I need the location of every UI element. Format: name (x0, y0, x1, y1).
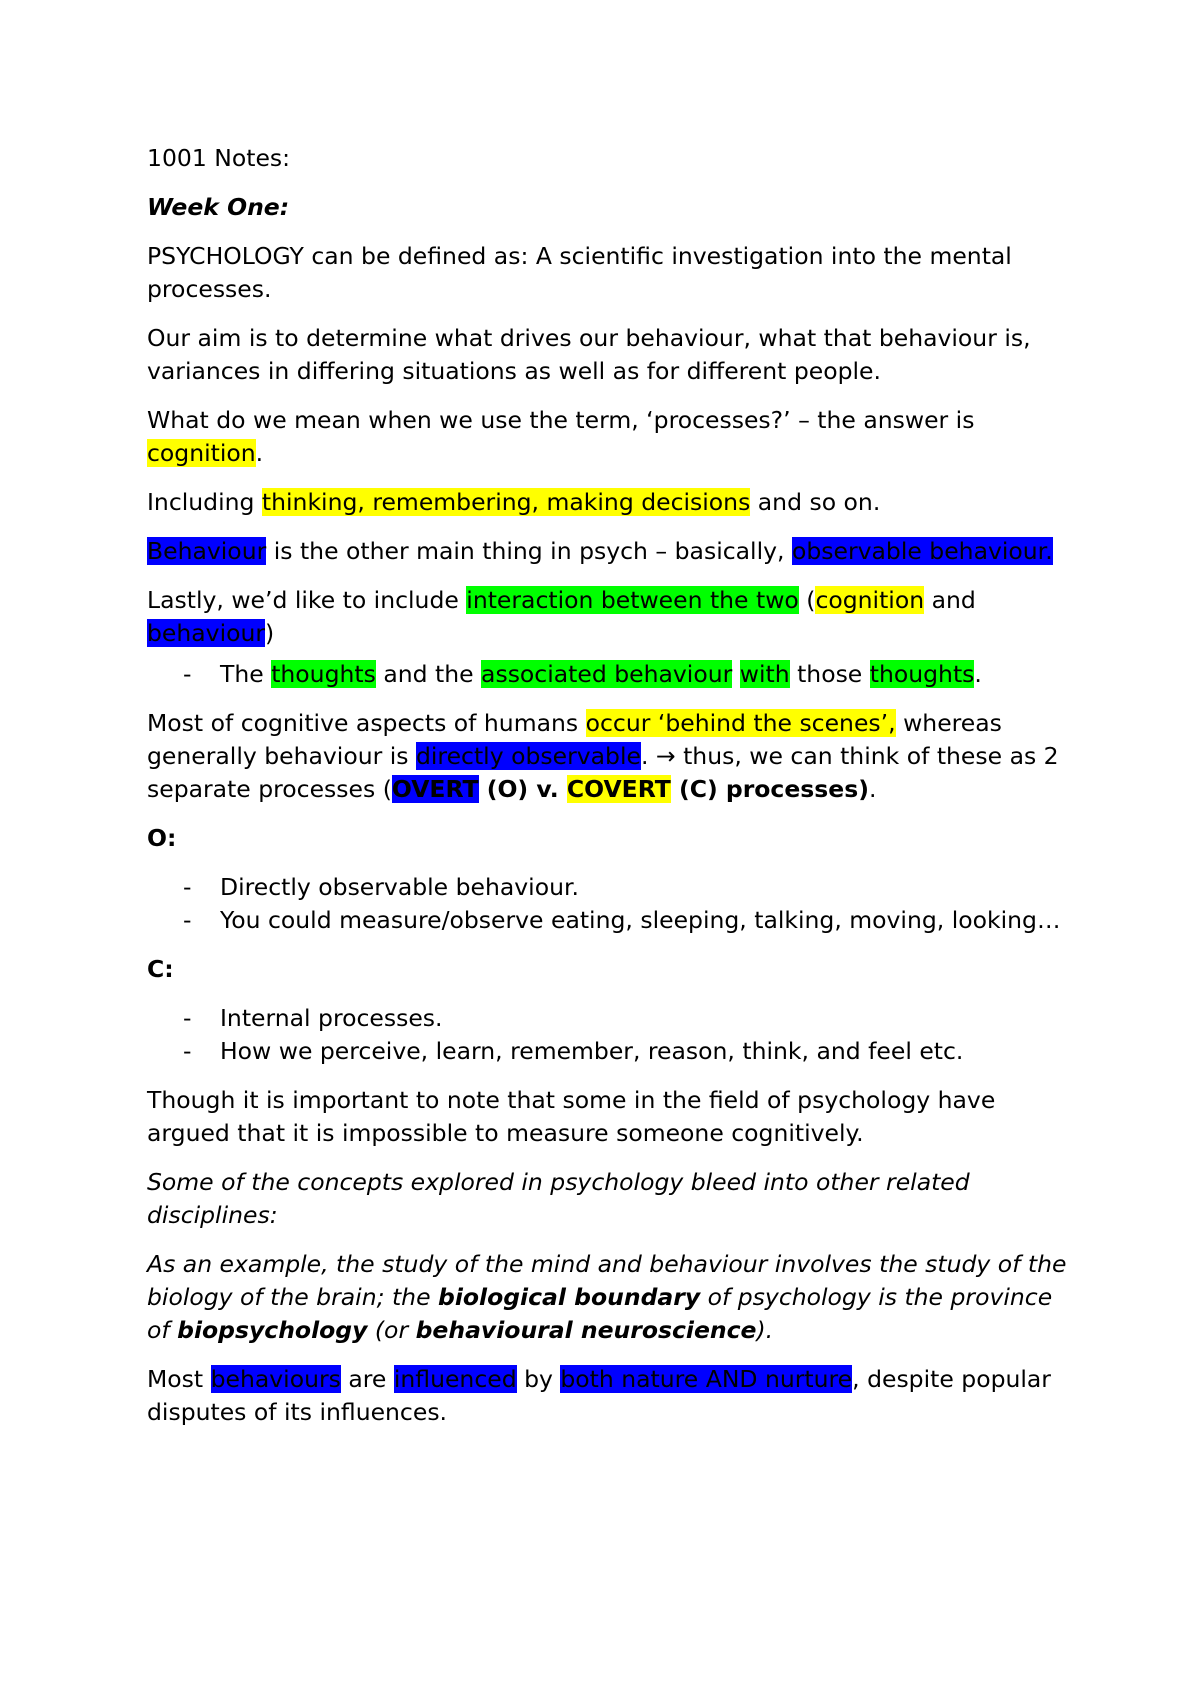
thoughts-the: The (220, 660, 272, 688)
bold-biopsychology: biopsychology (177, 1316, 368, 1344)
bold-behavioural-neuroscience: behavioural neuroscience (415, 1316, 757, 1344)
example-end: ). (756, 1316, 774, 1344)
right-arrow-icon: → (655, 742, 676, 770)
highlight-nature-nurture: both nature AND nurture (560, 1365, 853, 1393)
lastly-paragraph (147, 584, 1077, 650)
overt-label (147, 822, 1077, 855)
overt-list (147, 871, 1077, 937)
highlight-behaviours: behaviours (210, 1365, 341, 1393)
dash-bullet: - (183, 1037, 192, 1065)
including-text: Including (147, 488, 262, 516)
most-cog-close: . (868, 775, 877, 803)
highlight-directly-observable: directly observable (415, 742, 641, 770)
processes-end: . (255, 439, 264, 467)
thoughts-those: those (789, 660, 870, 688)
highlight-observable-behaviour: observable behaviour. (791, 537, 1053, 565)
thoughts-and-the: and the (375, 660, 482, 688)
concepts-text: Some of the concepts explored in psychology bleed into other related disciplines: (147, 1168, 970, 1229)
cognitive-aspects-paragraph (147, 707, 1077, 806)
covert-list (147, 1002, 1077, 1068)
covert-label-text: C: (147, 955, 174, 983)
most-cog-after: . (640, 742, 656, 770)
example-paragraph (147, 1248, 1077, 1347)
highlight-behaviour-2: behaviour (147, 619, 266, 647)
nature-paragraph (147, 1363, 1077, 1429)
lastly-paren-close: ) (265, 619, 275, 647)
behaviour-text: is the other main thing in psych – basically, (266, 537, 792, 565)
overt-item-text: You could measure/observe eating, sleeping, talking, moving, looking… (220, 906, 1061, 934)
processes-paragraph (147, 404, 1077, 470)
list-item (147, 1002, 1077, 1035)
including-paragraph (147, 486, 1077, 519)
highlight-cognition: cognition (147, 439, 256, 467)
lastly-paren-open: ( (798, 586, 816, 614)
highlight-interaction: interaction between the two (466, 586, 799, 614)
nature-end: , despite popular disputes of its influences. (147, 1365, 1051, 1426)
lastly-text: Lastly, we’d like to include (147, 586, 467, 614)
behaviour-paragraph (147, 535, 1077, 568)
covert-c-part: (C) processes) (670, 775, 869, 803)
bold-biological-boundary: biological boundary (438, 1283, 701, 1311)
most-cog-text: Most of cognitive aspects of humans (147, 709, 586, 737)
thoughts-end: . (974, 660, 982, 688)
highlight-thoughts: thoughts (271, 660, 376, 688)
most-cog-after-2: thus, we can think of these as 2 separate processes ( (147, 742, 1059, 803)
though-paragraph: Though it is important to note that some in the field of psychology have argued that it is impossible to measure someone cognitively. (147, 1086, 996, 1147)
list-item (147, 871, 1077, 904)
list-item (147, 904, 1077, 937)
highlight-influenced: influenced (393, 1365, 517, 1393)
highlight-thinking: thinking, remembering, making decisions (261, 488, 751, 516)
dash-bullet: - (183, 1004, 192, 1032)
covert-item-text: Internal processes. (220, 1004, 443, 1032)
thoughts-space (732, 660, 739, 688)
week-heading-text: Week One: (147, 193, 290, 221)
highlight-behind-the-scenes: occur ‘behind the scenes’, (585, 709, 896, 737)
most-cog-mid: whereas generally behaviour is (147, 709, 1002, 770)
nature-by: by (516, 1365, 561, 1393)
highlight-cognition-2: cognition (815, 586, 925, 614)
lastly-and: and (924, 586, 976, 614)
covert-label (147, 953, 1077, 986)
highlight-behaviour: Behaviour (147, 537, 267, 565)
dash-bullet: - (183, 906, 192, 934)
aim-paragraph: Our aim is to determine what drives our behaviour, what that behaviour is, variances in differing situations as well as for different people. (147, 324, 1031, 385)
example-mid: of psychology is the province of (147, 1283, 1053, 1344)
including-end: and so on. (750, 488, 881, 516)
highlight-with: with (739, 660, 790, 688)
list-item (147, 1035, 1077, 1068)
overt-o-part: (O) v. (478, 775, 567, 803)
definition-paragraph: PSYCHOLOGY can be defined as: A scientific investigation into the mental processes. (147, 242, 1012, 303)
overt-item-text: Directly observable behaviour. (220, 873, 579, 901)
document-body (147, 142, 1077, 1445)
highlight-covert: COVERT (566, 775, 671, 803)
dash-bullet: - (183, 873, 192, 901)
list-item (147, 658, 1077, 691)
highlight-associated-behaviour: associated behaviour (481, 660, 733, 688)
covert-item-text: How we perceive, learn, remember, reason, think, and feel etc. (220, 1037, 964, 1065)
highlight-overt: OVERT (391, 775, 479, 803)
nature-are: are (340, 1365, 394, 1393)
processes-text: What do we mean when we use the term, ‘processes?’ – the answer is (147, 406, 975, 434)
overt-label-text: O: (147, 824, 177, 852)
week-heading (147, 191, 1077, 224)
highlight-thoughts-2: thoughts (869, 660, 975, 688)
concepts-paragraph (147, 1166, 1077, 1232)
dash-bullet: - (183, 660, 192, 688)
example-text: As an example, the study of the mind and behaviour involves the study of the biology of the brain; the (147, 1250, 1067, 1311)
notes-heading: 1001 Notes: (147, 144, 291, 172)
thoughts-list (147, 658, 1077, 691)
nature-most: Most (147, 1365, 211, 1393)
example-or: (or (367, 1316, 416, 1344)
